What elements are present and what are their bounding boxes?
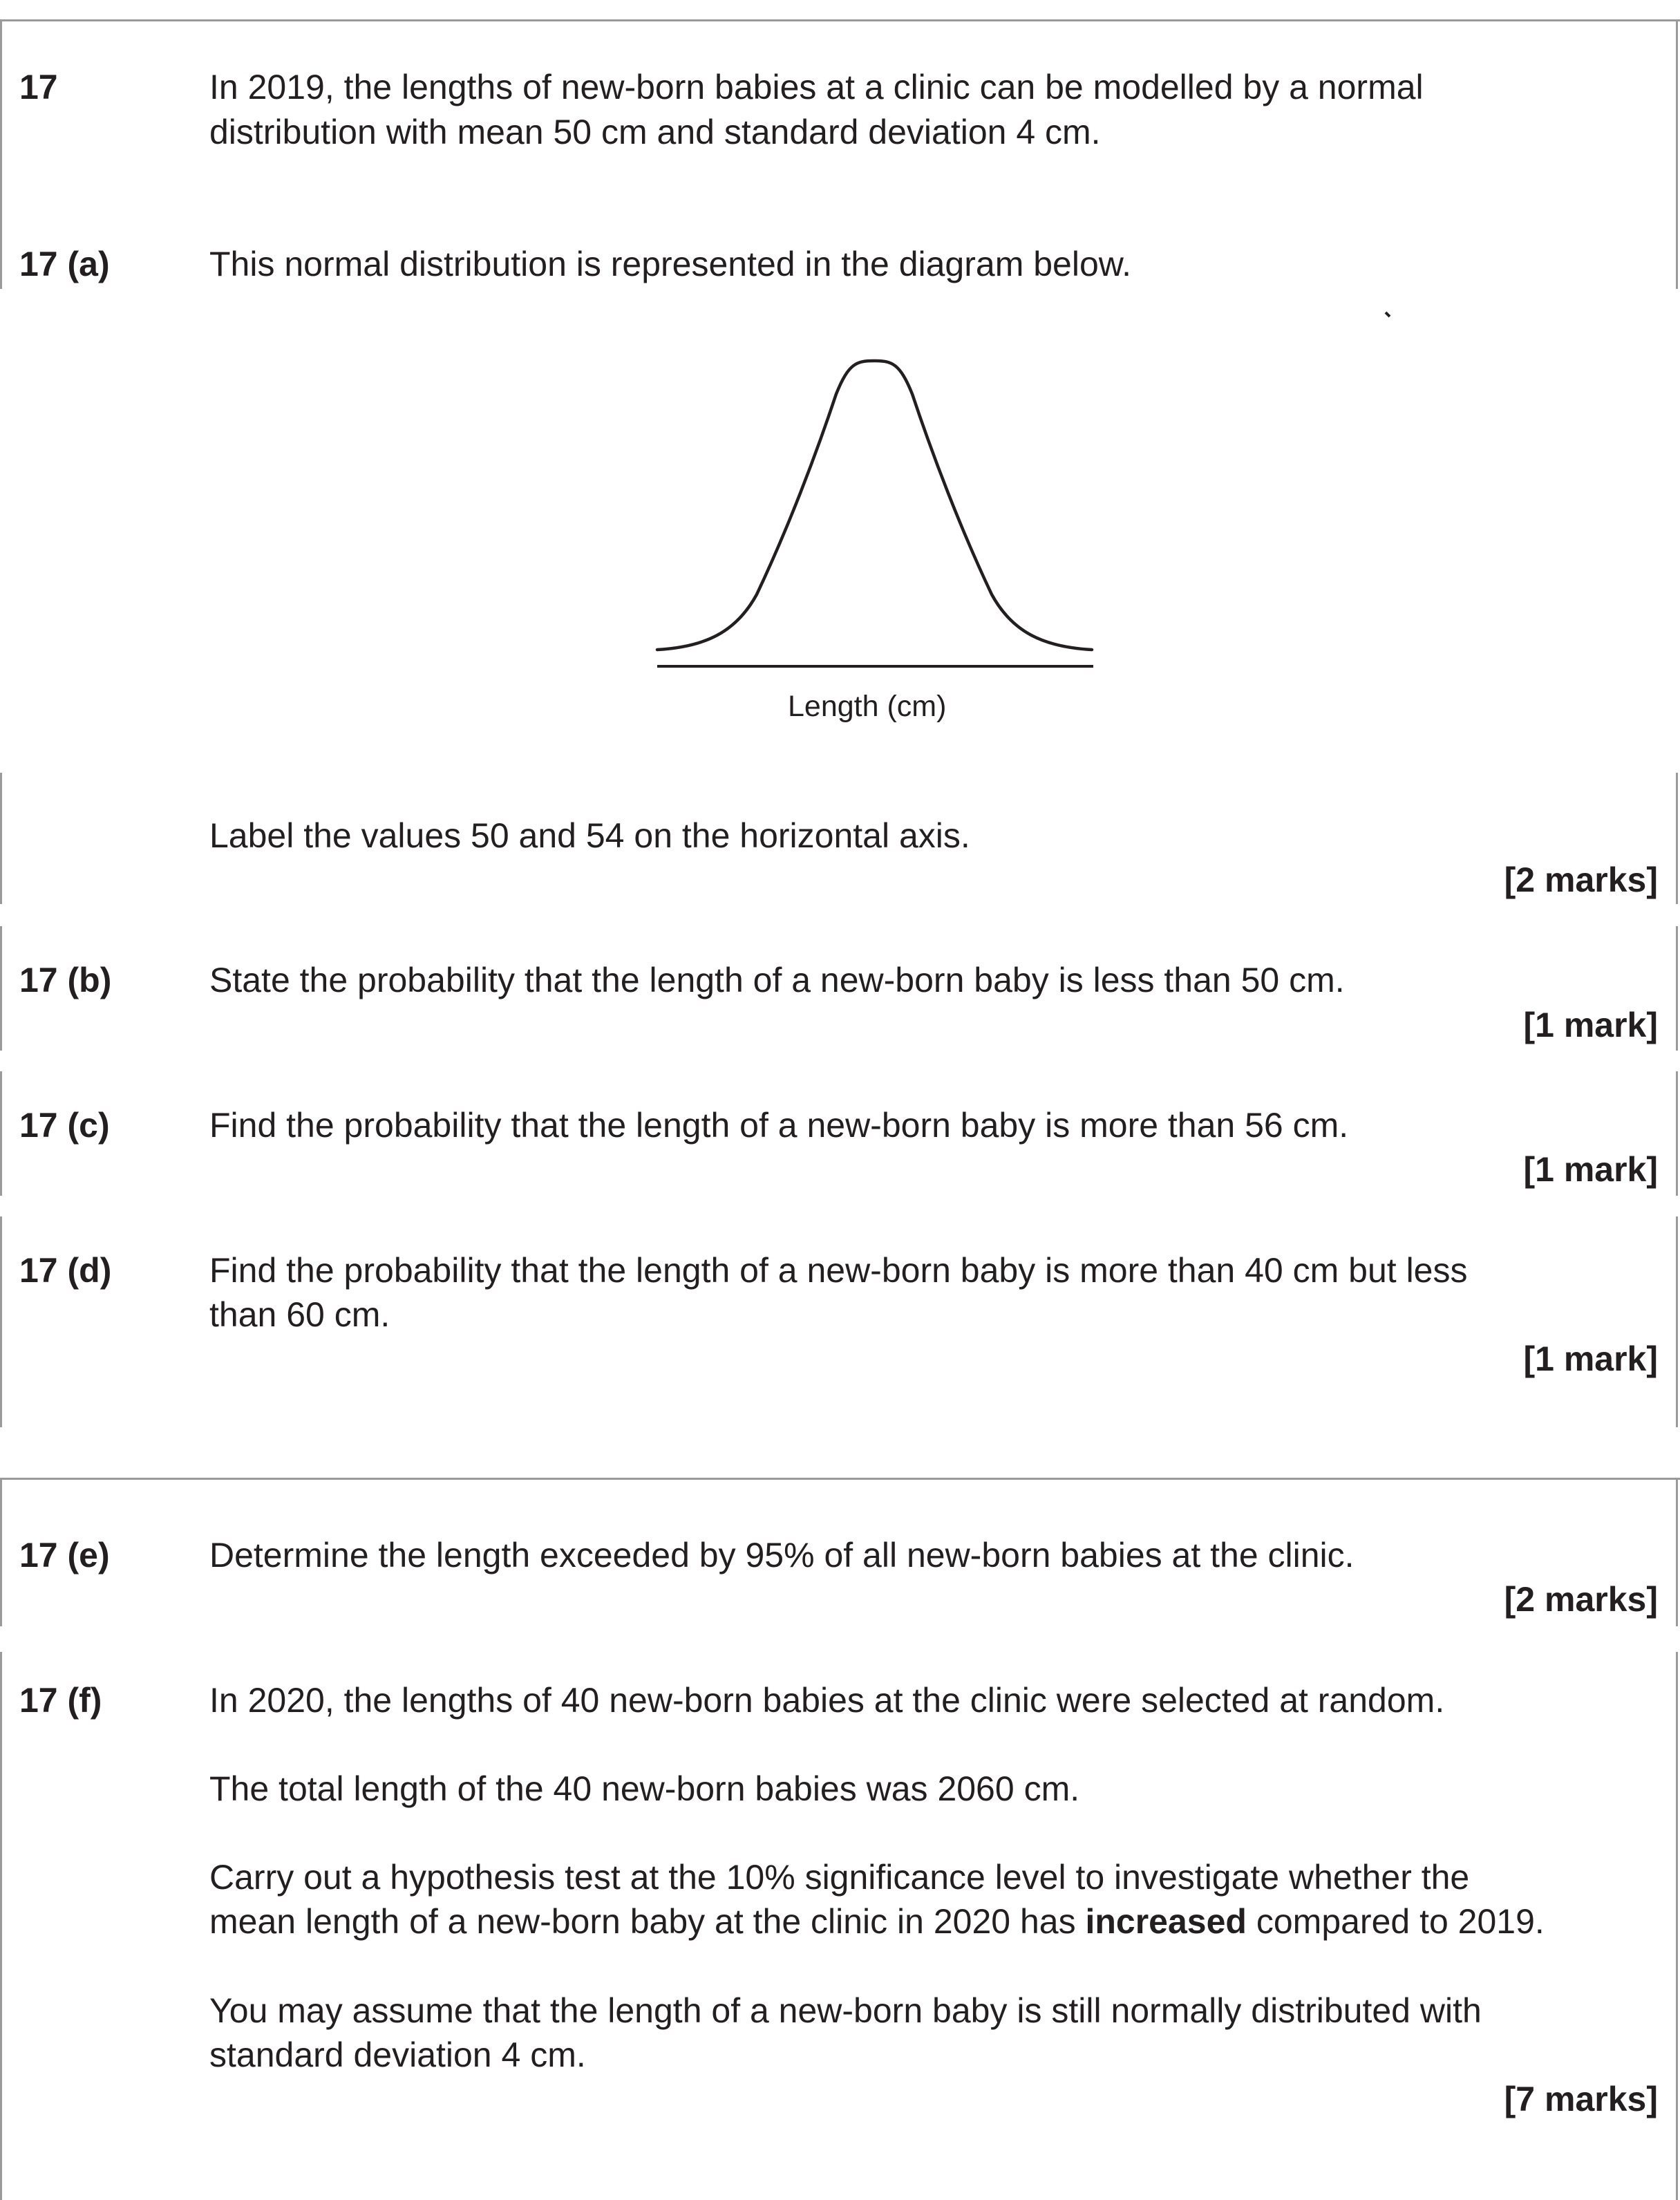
part-b-label: 17 (b): [19, 961, 112, 999]
normal-curve: [657, 361, 1092, 650]
x-axis-label: Length (cm): [788, 690, 947, 723]
part-d-label: 17 (d): [19, 1251, 112, 1290]
normal-distribution-diagram: [0, 0, 1680, 760]
part-f-text-before-emphasis: mean length of a new-born baby at the clinic in 2020 has: [209, 1902, 1086, 1941]
part-f-label: 17 (f): [19, 1681, 102, 1720]
right-border-c: [1676, 1071, 1678, 1196]
part-d-text-line2: than 60 cm.: [209, 1295, 390, 1334]
question-intro-line1: In 2019, the lengths of new-born babies at a clinic can be modelled by a normal: [209, 68, 1424, 106]
left-border-f: [0, 1652, 2, 2200]
left-border-c: [0, 1071, 2, 1196]
right-border-instruction: [1676, 773, 1678, 904]
part-a-text: This normal distribution is represented in the diagram below.: [209, 245, 1132, 283]
part-d-text-line1: Find the probability that the length of a new-born baby is more than 40 cm but less: [209, 1251, 1468, 1290]
part-e-text: Determine the length exceeded by 95% of all new-born babies at the clinic.: [209, 1536, 1355, 1574]
right-border-b: [1676, 926, 1678, 1051]
part-a-label: 17 (a): [19, 245, 110, 283]
part-f-paragraph1: In 2020, the lengths of 40 new-born babies at the clinic were selected at random.: [209, 1681, 1445, 1720]
part-f-paragraph2: The total length of the 40 new-born babies was 2060 cm.: [209, 1769, 1080, 1808]
question-number: 17: [19, 68, 58, 106]
part-b-marks: [1 mark]: [1523, 1006, 1658, 1044]
part-c-label: 17 (c): [19, 1106, 110, 1145]
part-a-instruction: Label the values 50 and 54 on the horizontal axis.: [209, 816, 970, 855]
part-c-marks: [1 mark]: [1523, 1150, 1658, 1189]
right-border-e: [1676, 1478, 1678, 1626]
left-border-e: [0, 1478, 2, 1626]
part-f-marks: [7 marks]: [1504, 2080, 1658, 2118]
part-f-paragraph3-line1: Carry out a hypothesis test at the 10% significance level to investigate whether the: [209, 1858, 1470, 1897]
page-break-line: [0, 1478, 1680, 1480]
right-border-f: [1676, 1652, 1678, 2200]
left-border-b: [0, 926, 2, 1051]
part-a-marks: [2 marks]: [1504, 861, 1658, 899]
part-f-text-after-emphasis: compared to 2019.: [1246, 1902, 1545, 1941]
part-f-paragraph3-line2: [209, 1899, 1545, 1944]
left-border-instruction: [0, 773, 2, 904]
part-f-paragraph4-line1: You may assume that the length of a new-born baby is still normally distributed with: [209, 1991, 1482, 2030]
part-d-marks: [1 mark]: [1523, 1339, 1658, 1378]
part-f-paragraph4-line2: standard deviation 4 cm.: [209, 2036, 586, 2074]
emphasis-increased: increased: [1085, 1902, 1247, 1941]
right-border-d: [1676, 1216, 1678, 1427]
question-intro-line2: distribution with mean 50 cm and standard deviation 4 cm.: [209, 113, 1101, 151]
stray-mark: [1386, 312, 1390, 317]
part-e-label: 17 (e): [19, 1536, 110, 1574]
part-b-text: State the probability that the length of a new-born baby is less than 50 cm.: [209, 961, 1345, 999]
left-border-d: [0, 1216, 2, 1427]
part-e-marks: [2 marks]: [1504, 1580, 1658, 1619]
part-c-text: Find the probability that the length of a new-born baby is more than 56 cm.: [209, 1106, 1349, 1145]
